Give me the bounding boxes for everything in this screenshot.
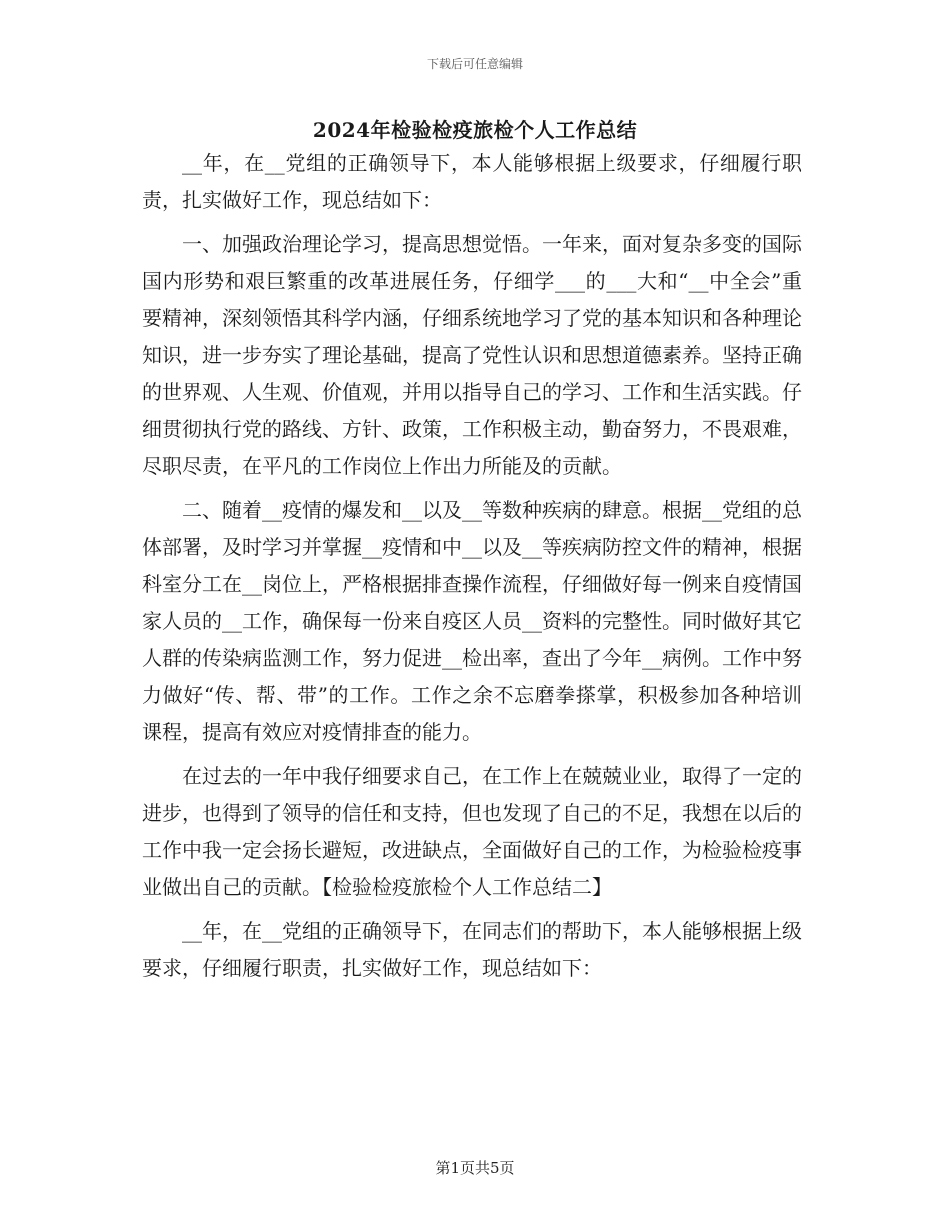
header-note: 下载后可任意编辑: [426, 57, 523, 71]
document-title: 2024年检验检疫旅检个人工作总结: [312, 118, 638, 142]
paragraph-political-study: 一、加强政治理论学习，提高思想觉悟。一年来，面对复杂多变的国际国内形势和艰巨繁重的改革进展任务，仔细学___的___大和“__中全会”重要精神，深刻领悟其科学内涵，仔细系统地学习了党的基本知识和各种理论知识，进一步夯实了理论基础，提高了党性认识和思想道德素养。坚持正确的世界观、人生观、价值观，并用以指导自己的学习、工作和生活实践。仔细贯彻执行党的路线、方针、政策，工作积极主动，勤奋努力，不畏艰难，尽职尽责，在平凡的工作岗位上作出力所能及的贡献。: [142, 232, 802, 478]
paragraph-epidemic-work: 二、随着__疫情的爆发和__以及__等数种疾病的肆意。根据__党组的总体部署，及时学习并掌握__疫情和中__以及__等疾病防控文件的精神，根据科室分工在__岗位上，严格根据排查操作流程，仔细做好每一例来自疫情国家人员的__工作，确保每一份来自疫区人员__资料的完整性。同时做好其它人群的传染病监测工作，努力促进__检出率，查出了今年__病例。工作中努力做好“传、帮、带”的工作。工作之余不忘磨拳搽掌，积极参加各种培训课程，提高有效应对疫情排查的能力。: [142, 498, 802, 744]
paragraph-reflection: 在过去的一年中我仔细要求自己，在工作上在兢兢业业，取得了一定的进步，也得到了领导的信任和支持，但也发现了自己的不足，我想在以后的工作中我一定会扬长避短，改进缺点，全面做好自己的工作，为检验检疫事业做出自己的贡献。【检验检疫旅检个人工作总结二】: [142, 764, 802, 899]
page-number: 第1页共5页: [435, 1159, 515, 1177]
paragraph-second-intro: __年，在__党组的正确领导下，在同志们的帮助下，本人能够根据上级要求，仔细履行职责，扎实做好工作，现总结如下：: [142, 919, 802, 980]
paragraph-intro: __年，在__党组的正确领导下，本人能够根据上级要求，仔细履行职责，扎实做好工作，现总结如下：: [142, 151, 802, 212]
document-body: [142, 145, 802, 994]
